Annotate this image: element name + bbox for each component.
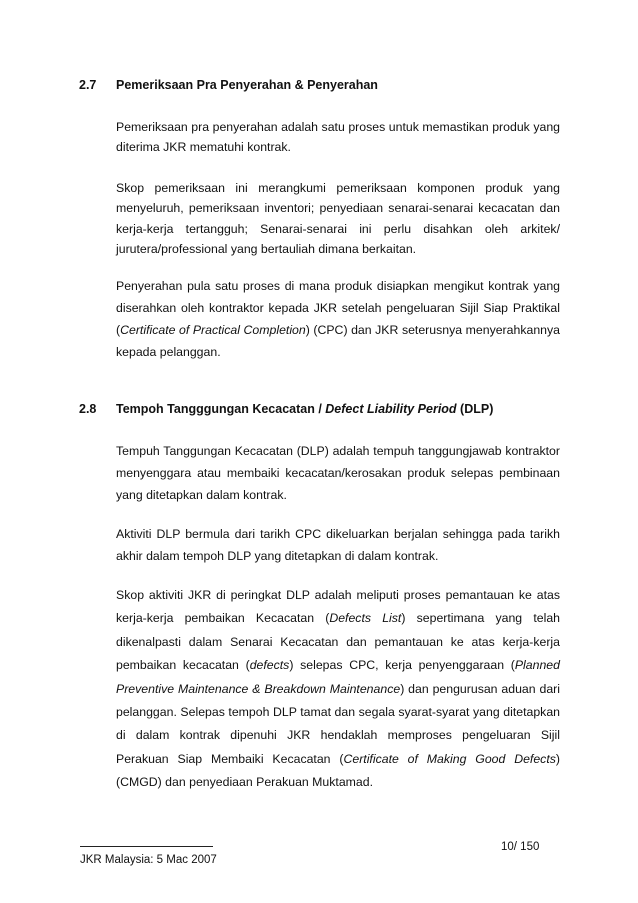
section-2-7-title: Pemeriksaan Pra Penyerahan & Penyerahan — [116, 78, 378, 92]
section-2-7-paragraph-3 — [116, 275, 560, 363]
italic-term: Planned Preventive Maintenance & Breakdown Maintenance — [116, 658, 560, 696]
paragraph-text: ) sepertimana yang telah dikenalpasti dalam Senarai Kecacatan dan pemantauan ke atas kerja-kerja pembaikan kecacatan ( — [116, 611, 560, 673]
section-2-8-paragraph-2: Aktiviti DLP bermula dari tarikh CPC dikeluarkan berjalan sehingga pada tarikh akhir dalam tempoh DLP yang ditetapkan di dalam kontrak. — [116, 527, 560, 563]
italic-term: defects — [249, 658, 290, 673]
paragraph-text: Skop aktiviti JKR di peringkat DLP adalah meliputi proses pemantauan ke atas kerja-kerja pembaikan Kecacatan ( — [116, 588, 560, 626]
section-2-8-number: 2.8 — [79, 402, 97, 416]
section-2-7-paragraph-1: Pemeriksaan pra penyerahan adalah satu proses untuk memastikan produk yang diterima JKR mematuhi kontrak. — [116, 120, 560, 155]
paragraph-text: ) dan pengurusan aduan dari pelanggan. Selepas tempoh DLP tamat dan segala syarat-syarat yang ditetapkan di dalam kontrak dipenuhi JKR hendaklah memproses pengeluaran Sijil Perakuan Siap Membaiki Kecacatan ( — [116, 681, 560, 766]
paragraph-text: ) (CMGD) dan penyediaan Perakuan Muktamad. — [116, 751, 560, 790]
section-2-8-paragraph-1: Tempuh Tanggungan Kecacatan (DLP) adalah tempuh tanggungjawab kontraktor menyenggara atau membaiki kecacatan/kerosakan produk selepas pembinaan yang ditetapkan dalam kontrak. — [116, 444, 560, 502]
italic-term: Certificate of Making Good Defects — [343, 751, 556, 766]
title-italic-term: Defect Liability Period — [325, 402, 457, 416]
section-2-8-title — [116, 402, 493, 416]
section-2-8-paragraph-3 — [116, 584, 560, 795]
section-2-7-paragraph-2: Skop pemeriksaan ini merangkumi pemeriksaan komponen produk yang menyeluruh, pemeriksaan inventori; penyediaan senarai-senarai kecacatan dan kerja-kerja tertangguh; Senarai-senarai ini perlu disahkan oleh arkitek/ jurutera/professional yang bertauliah dimana berkaitan. — [116, 181, 560, 257]
paragraph-text: ) selepas CPC, kerja penyenggaraan ( — [289, 658, 515, 673]
footer-text: JKR Malaysia: 5 Mac 2007 — [80, 854, 217, 866]
title-text: Tempoh Tangggungan Kecacatan / — [116, 402, 326, 416]
footer-divider — [80, 846, 213, 847]
italic-term: Certificate of Practical Completion — [120, 323, 306, 337]
title-text: (DLP) — [456, 402, 494, 416]
paragraph-text: ) (CPC) dan JKR seterusnya menyerahkannya kepada pelanggan. — [116, 323, 560, 359]
paragraph-text: Penyerahan pula satu proses di mana produk disiapkan mengikut kontrak yang diserahkan oleh kontraktor kepada JKR setelah pengeluaran Sijil Siap Praktikal ( — [116, 279, 560, 337]
section-2-7-number: 2.7 — [79, 78, 97, 92]
page-number: 10/ 150 — [501, 841, 540, 853]
italic-term: Defects List — [329, 611, 402, 626]
